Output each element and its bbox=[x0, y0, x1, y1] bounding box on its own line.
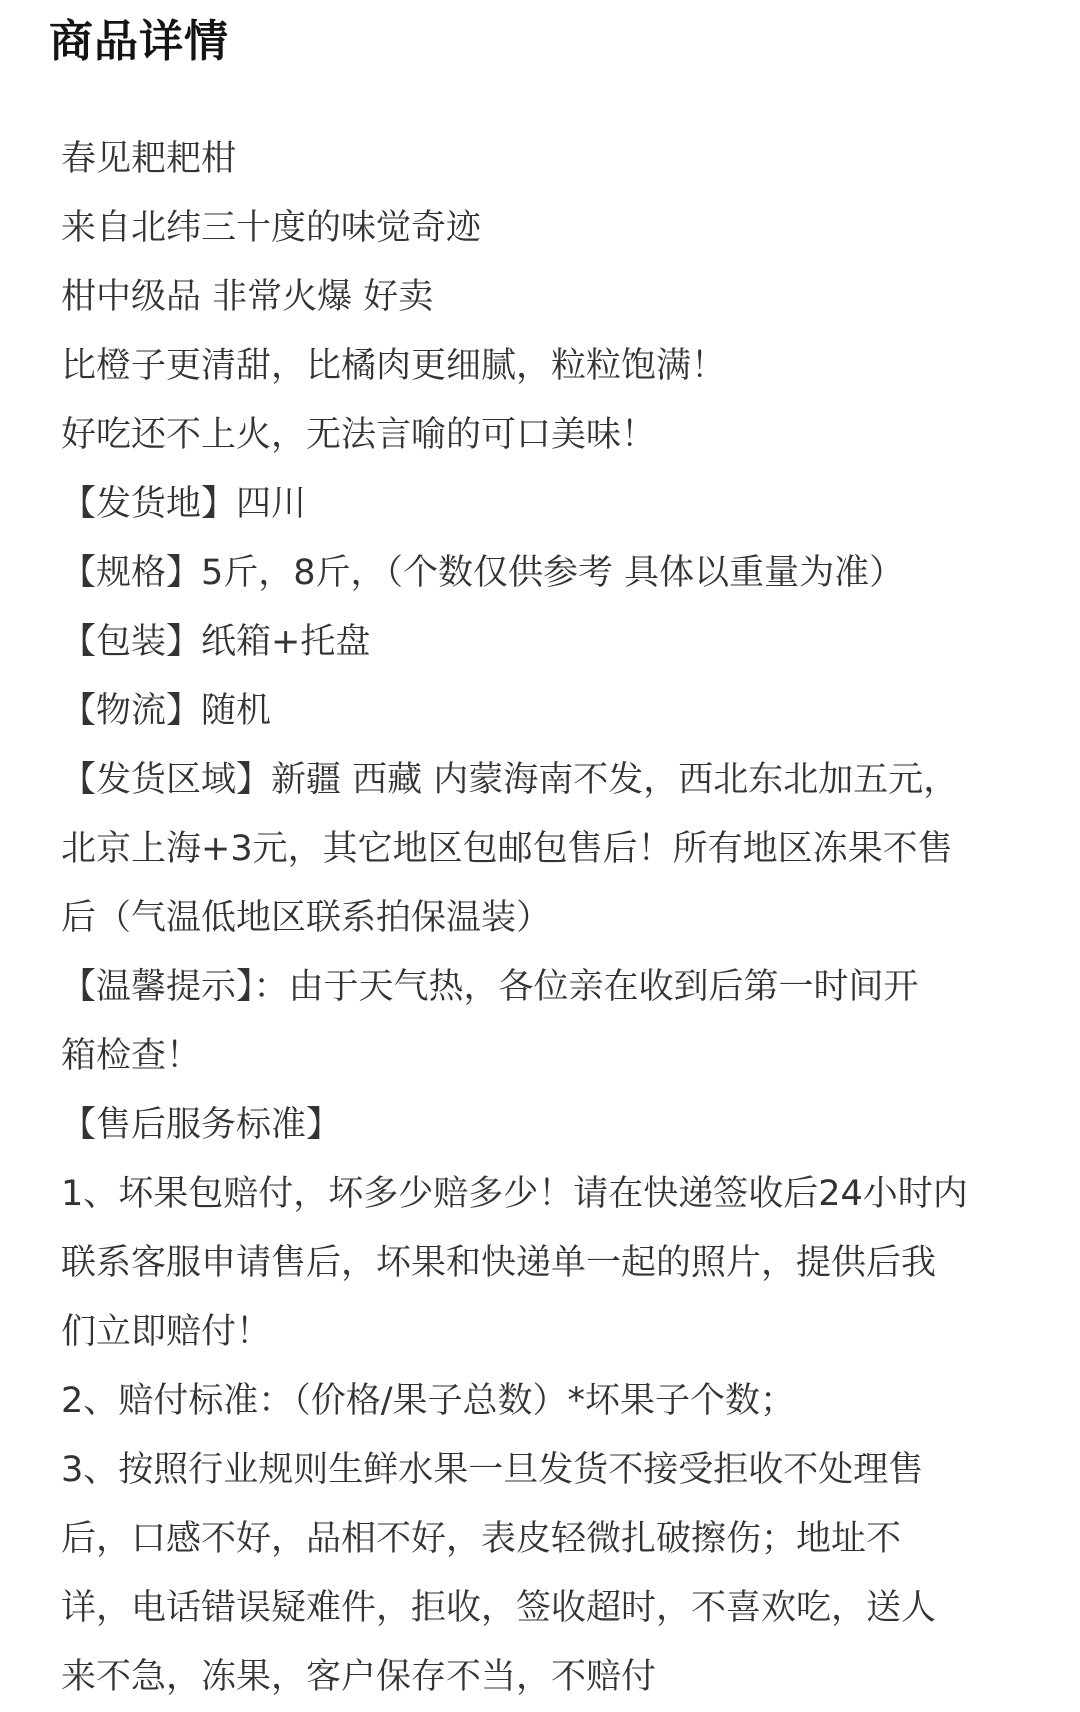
description-line: 1、坏果包赔付，坏多少赔多少！请在快递签收后24小时内 bbox=[61, 1174, 968, 1214]
description-line: 来自北纬三十度的味觉奇迹 bbox=[61, 208, 482, 248]
description-line: 【包装】纸箱+托盘 bbox=[61, 622, 371, 662]
description-line: 柑中级品 非常火爆 好卖 bbox=[61, 277, 434, 317]
description-line: 【发货区域】新疆 西藏 内蒙海南不发，西北东北加五元， bbox=[61, 760, 959, 800]
description-line: 北京上海+3元，其它地区包邮包售后！所有地区冻果不售 bbox=[61, 829, 953, 869]
description-line: 春见耙耙柑 bbox=[61, 139, 237, 179]
description-line: 们立即赔付！ bbox=[61, 1312, 272, 1352]
description-line: 2、赔付标准：（价格/果子总数）*坏果子个数； bbox=[61, 1381, 796, 1421]
description-line: 好吃还不上火，无法言喻的可口美味！ bbox=[61, 415, 657, 455]
description-line: 【规格】5斤，8斤，（个数仅供参考 具体以重量为准） bbox=[61, 553, 905, 593]
description-line: 后（气温低地区联系拍保温装） bbox=[61, 898, 552, 938]
description-line: 来不急，冻果，客户保存不当，不赔付 bbox=[61, 1657, 657, 1697]
description-line: 3、按照行业规则生鲜水果一旦发货不接受拒收不处理售 bbox=[61, 1450, 924, 1490]
description-line: 【售后服务标准】 bbox=[61, 1105, 342, 1145]
description-line: 比橙子更清甜，比橘肉更细腻，粒粒饱满！ bbox=[61, 346, 727, 386]
description-line: 【发货地】四川 bbox=[61, 484, 307, 524]
description-line: 后，口感不好，品相不好，表皮轻微扎破擦伤；地址不 bbox=[61, 1519, 902, 1559]
page-title: 商品详情 bbox=[49, 16, 229, 67]
description-line: 联系客服申请售后，坏果和快递单一起的照片，提供后我 bbox=[61, 1243, 937, 1283]
product-description bbox=[61, 125, 1061, 1712]
description-line: 【温馨提示】：由于天气热，各位亲在收到后第一时间开 bbox=[61, 967, 919, 1007]
description-line: 箱检查！ bbox=[61, 1036, 202, 1076]
description-line: 详，电话错误疑难件，拒收，签收超时，不喜欢吃，送人 bbox=[61, 1588, 937, 1628]
description-line: 【物流】随机 bbox=[61, 691, 272, 731]
